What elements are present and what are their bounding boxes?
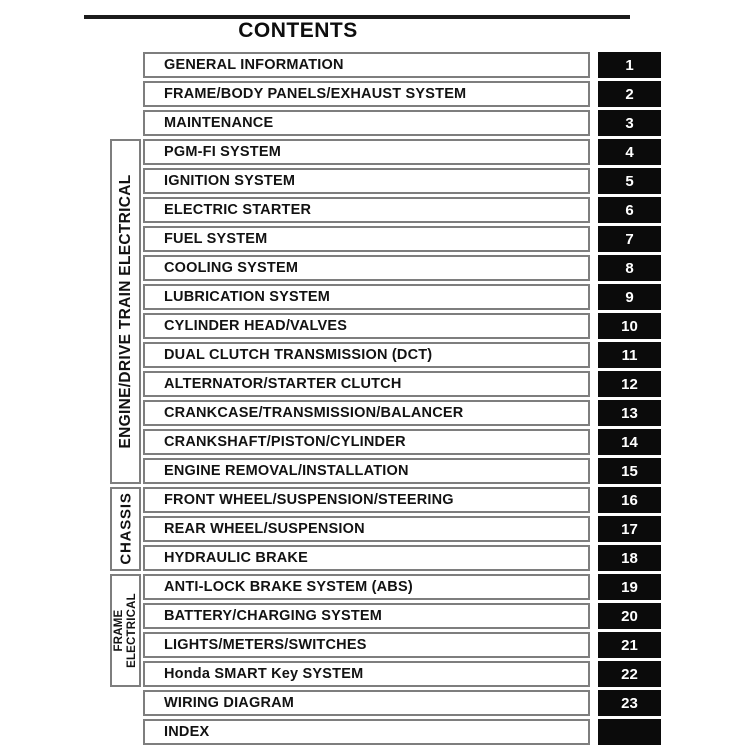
- group-label-frame-electrical: [112, 576, 139, 685]
- chapter-tab-badge: 23: [598, 690, 661, 716]
- toc-row-engine-removal-installation: [143, 458, 661, 484]
- toc-row-frame-body-panels-exhaust: [143, 81, 661, 107]
- toc-row-anti-lock-brake-system: [143, 574, 661, 600]
- toc-item-label: PGM-FI SYSTEM: [143, 139, 590, 165]
- toc-row-alternator-starter-clutch: [143, 371, 661, 397]
- toc-item-label: FUEL SYSTEM: [143, 226, 590, 252]
- toc-item-label: IGNITION SYSTEM: [143, 168, 590, 194]
- chapter-tab-badge: 14: [598, 429, 661, 455]
- toc-item-label: CRANKSHAFT/PISTON/CYLINDER: [143, 429, 590, 455]
- toc-item-label: CYLINDER HEAD/VALVES: [143, 313, 590, 339]
- group-strip-chassis: [110, 487, 141, 571]
- group-label-electrical-line: ELECTRICAL: [125, 593, 138, 668]
- toc-item-label: WIRING DIAGRAM: [143, 690, 590, 716]
- toc-item-label: HYDRAULIC BRAKE: [143, 545, 590, 571]
- toc-row-honda-smart-key-system: [143, 661, 661, 687]
- chapter-tab-badge: 7: [598, 226, 661, 252]
- toc-item-label: INDEX: [143, 719, 590, 745]
- toc-row-lubrication-system: [143, 284, 661, 310]
- toc-item-label: MAINTENANCE: [143, 110, 590, 136]
- chapter-tab-badge: 18: [598, 545, 661, 571]
- page-title: CONTENTS: [238, 19, 358, 42]
- chapter-tab-badge-blank: [598, 719, 661, 745]
- chapter-tab-badge: 20: [598, 603, 661, 629]
- chapter-tab-badge: 15: [598, 458, 661, 484]
- toc-item-label: ENGINE REMOVAL/INSTALLATION: [143, 458, 590, 484]
- group-label-engine-drive-train-electrical: ENGINE/DRIVE TRAIN ELECTRICAL: [116, 174, 134, 449]
- chapter-tab-badge: 22: [598, 661, 661, 687]
- chapter-tab-badge: 16: [598, 487, 661, 513]
- toc-item-label: DUAL CLUTCH TRANSMISSION (DCT): [143, 342, 590, 368]
- chapter-tab-badge: 19: [598, 574, 661, 600]
- toc-row-dual-clutch-transmission: [143, 342, 661, 368]
- toc-item-label: COOLING SYSTEM: [143, 255, 590, 281]
- toc-row-rear-wheel-suspension: [143, 516, 661, 542]
- toc-row-fuel-system: [143, 226, 661, 252]
- toc-row-hydraulic-brake: [143, 545, 661, 571]
- group-label-frame-line: FRAME: [113, 609, 125, 652]
- toc-item-label: ANTI-LOCK BRAKE SYSTEM (ABS): [143, 574, 590, 600]
- toc-item-label: REAR WHEEL/SUSPENSION: [143, 516, 590, 542]
- toc-row-crankshaft-piston-cylinder: [143, 429, 661, 455]
- toc-row-ignition-system: [143, 168, 661, 194]
- chapter-tab-badge: 21: [598, 632, 661, 658]
- toc-row-electric-starter: [143, 197, 661, 223]
- chapter-tab-badge: 11: [598, 342, 661, 368]
- toc-row-battery-charging-system: [143, 603, 661, 629]
- group-strip-engine-drive-train-electrical: [110, 139, 141, 484]
- group-strip-frame-electrical: [110, 574, 141, 687]
- chapter-tab-badge: 13: [598, 400, 661, 426]
- toc-row-wiring-diagram: [143, 690, 661, 716]
- chapter-tab-badge: 17: [598, 516, 661, 542]
- chapter-tab-badge: 1: [598, 52, 661, 78]
- toc-row-pgm-fi-system: [143, 139, 661, 165]
- toc-item-label: ELECTRIC STARTER: [143, 197, 590, 223]
- toc-row-lights-meters-switches: [143, 632, 661, 658]
- chapter-tab-badge: 6: [598, 197, 661, 223]
- chapter-tab-badge: 9: [598, 284, 661, 310]
- toc-row-cooling-system: [143, 255, 661, 281]
- chapter-tab-badge: 4: [598, 139, 661, 165]
- toc-row-maintenance: [143, 110, 661, 136]
- contents-list: [143, 52, 661, 748]
- toc-row-crankcase-transmission-balancer: [143, 400, 661, 426]
- chapter-tab-badge: 5: [598, 168, 661, 194]
- chapter-tab-badge: 3: [598, 110, 661, 136]
- toc-row-general-information: [143, 52, 661, 78]
- toc-item-label: FRONT WHEEL/SUSPENSION/STEERING: [143, 487, 590, 513]
- toc-item-label: LIGHTS/METERS/SWITCHES: [143, 632, 590, 658]
- chapter-tab-badge: 2: [598, 81, 661, 107]
- chapter-tab-badge: 10: [598, 313, 661, 339]
- toc-row-front-wheel-suspension-steering: [143, 487, 661, 513]
- chapter-tab-badge: 8: [598, 255, 661, 281]
- toc-row-cylinder-head-valves: [143, 313, 661, 339]
- toc-item-label: GENERAL INFORMATION: [143, 52, 590, 78]
- toc-item-label: Honda SMART Key SYSTEM: [143, 661, 590, 687]
- toc-item-label: FRAME/BODY PANELS/EXHAUST SYSTEM: [143, 81, 590, 107]
- toc-item-label: CRANKCASE/TRANSMISSION/BALANCER: [143, 400, 590, 426]
- group-label-chassis: CHASSIS: [117, 492, 135, 565]
- toc-item-label: BATTERY/CHARGING SYSTEM: [143, 603, 590, 629]
- toc-item-label: LUBRICATION SYSTEM: [143, 284, 590, 310]
- toc-row-index: [143, 719, 661, 745]
- toc-item-label: ALTERNATOR/STARTER CLUTCH: [143, 371, 590, 397]
- chapter-tab-badge: 12: [598, 371, 661, 397]
